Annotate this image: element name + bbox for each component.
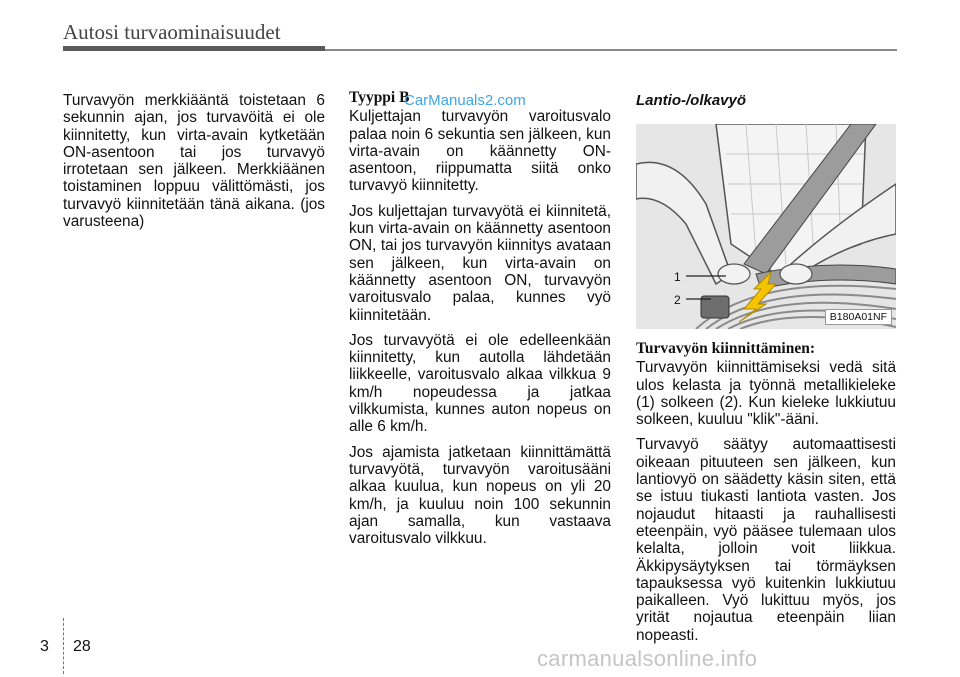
section-heading-type-b: Tyyppi B: [349, 89, 410, 106]
fastening-section: [636, 340, 896, 652]
middle-paragraph-2: Jos kuljettajan turvavyötä ei kiinnitetä, kun virta-avain on käännetty asentoon ON, tai jos turvavyön kiinnitys avataan sen jälkeen, kun virta-avain on käännetty asentoon ON, turvavyön varoitusvalo palaa, kunnes vyö kiinnitetään.: [349, 202, 611, 324]
section-heading-lap-shoulder-belt: Lantio-/olkavyö: [636, 92, 747, 109]
footer-chapter-number: 3: [40, 638, 49, 655]
seatbelt-illustration: [636, 124, 896, 329]
middle-paragraph-4: Jos ajamista jatketaan kiinnittämättä turvavyötä, turvavyön varoitusääni alkaa kuulua, kun nopeus on yli 20 km/h, ja kuuluu noin 100 sekunnin ajan samalla, kun vastaava varoitusvalo vilkkuu.: [349, 443, 611, 548]
watermark-carmanualsonline: carmanualsonline.info: [537, 646, 758, 671]
right-column-heading-wrap: [636, 92, 896, 109]
footer-page-number: 28: [73, 638, 91, 655]
footer-divider: [63, 618, 64, 674]
header-rule-light: [325, 49, 897, 51]
subheading-fastening: Turvavyön kiinnittäminen:: [636, 340, 816, 357]
watermark-carmanuals2: CarManuals2.com: [404, 92, 526, 109]
left-column: [63, 92, 325, 238]
right-paragraph-1: Turvavyön kiinnittämiseksi vedä sitä ulos kelasta ja työnnä metallikieleke (1) solkeen (2). Kun kieleke lukkiutuu solkeen, kuuluu "klik"-ääni.: [636, 359, 896, 429]
page-header-title: Autosi turvaominaisuudet: [63, 20, 281, 44]
figure-caption-code: B180A01NF: [825, 309, 892, 325]
figure-label-2: 2: [674, 293, 681, 307]
middle-column: [349, 89, 611, 555]
header-rule-dark: [63, 46, 325, 51]
seatbelt-figure: [636, 124, 896, 329]
figure-label-1: 1: [674, 270, 681, 284]
middle-paragraph-1: Kuljettajan turvavyön varoitusvalo palaa noin 6 sekuntia sen jälkeen, kun virta-avain on käännetty ON-asentoon, riippumatta siitä onko turvavyö kiinnitetty.: [349, 108, 611, 195]
right-paragraph-2: Turvavyö säätyy automaattisesti oikeaan pituuteen sen jälkeen, kun lantiovyö on säädetty käsin siten, että se istuu tiukasti lantiota vasten. Jos nojaudut hitaasti ja rauhallisesti eteenpäin, vyö pääsee tulemaan ulos kelalta, jolloin voit liikkua. Äkkipysäytyksen tai törmäyksen tapauksessa vyö kuitenkin lukkiutuu paikalleen. Vyö lukittuu myös, jos yrität nojautua eteenpäin liian nopeasti.: [636, 436, 896, 644]
middle-paragraph-3: Jos turvavyötä ei ole edelleenkään kiinnitetty, kun autolla lähdetään liikkeelle, varoitusvalo alkaa vilkkua 9 km/h nopeudessa ja jatkaa vilkkumista, kunnes auton nopeus on alle 6 km/h.: [349, 331, 611, 436]
left-paragraph: Turvavyön merkkiääntä toistetaan 6 sekunnin ajan, jos turvavöitä ei ole kiinnitetty, kun virta-avain kytketään ON-asentoon tai jos turvavyö irrotetaan sen jälkeen. Merkkiäänen toistaminen loppuu välittömästi, jos turvavyö kiinnitetään tänä aikana. (jos varusteena): [63, 92, 325, 231]
